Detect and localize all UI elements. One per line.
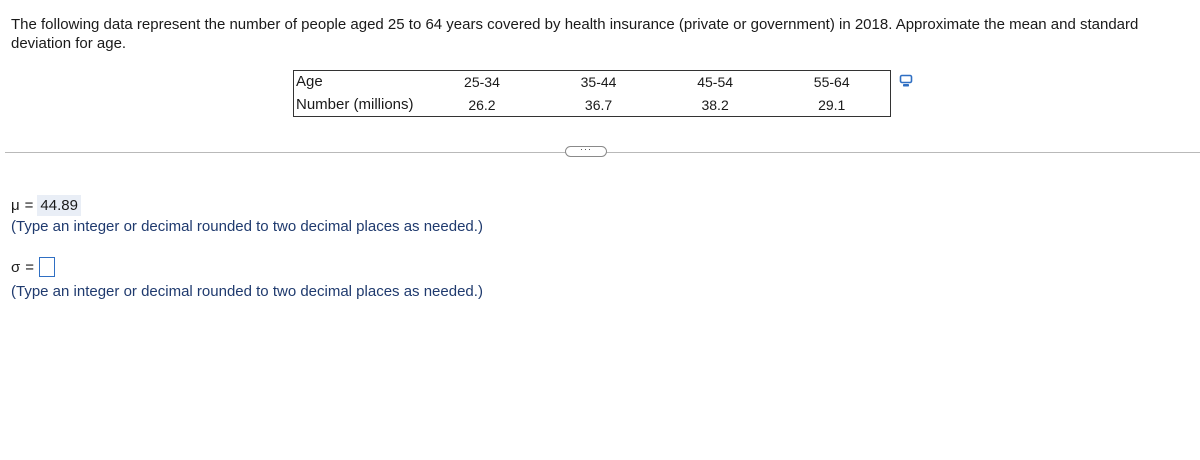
- table-cell-age: 25-34: [464, 74, 500, 91]
- table-cell-age: 45-54: [697, 74, 734, 91]
- more-button[interactable]: [565, 146, 607, 157]
- mu-symbol: μ: [11, 196, 20, 214]
- table-header-age: Age: [296, 73, 323, 91]
- table-cell-number: 26.2: [468, 96, 496, 113]
- sigma-answer-row: [11, 256, 55, 278]
- sigma-hint-text: (Type an integer or decimal rounded to two decimal places as needed.): [11, 283, 483, 300]
- table-cell-number: 29.1: [818, 96, 846, 113]
- sigma-equals: =: [25, 258, 35, 276]
- table-cell-number: 36.7: [584, 96, 613, 113]
- table-cell-age: 55-64: [813, 74, 850, 91]
- table-row-number: [294, 94, 891, 117]
- table-cell-age: 35-44: [580, 74, 617, 91]
- mu-equals: =: [24, 196, 34, 214]
- mu-answer-row: [11, 194, 81, 216]
- mu-answer-field[interactable]: 44.89: [37, 195, 81, 216]
- sigma-input[interactable]: [39, 257, 55, 277]
- table-row-age: [294, 71, 891, 94]
- sigma-symbol: σ: [11, 258, 21, 276]
- table-cell-number: 38.2: [701, 96, 729, 113]
- mu-hint-text: (Type an integer or decimal rounded to two decimal places as needed.): [11, 218, 483, 235]
- table-header-number: Number (millions): [296, 95, 414, 113]
- copy-data-icon[interactable]: [899, 74, 913, 88]
- question-text: The following data represent the number of people aged 25 to 64 years covered by health insurance (private or government) in 2018. Approximate the mean and standard deviation for age.: [11, 16, 1139, 52]
- more-dots-icon: ···: [580, 144, 592, 154]
- data-table: [293, 70, 891, 117]
